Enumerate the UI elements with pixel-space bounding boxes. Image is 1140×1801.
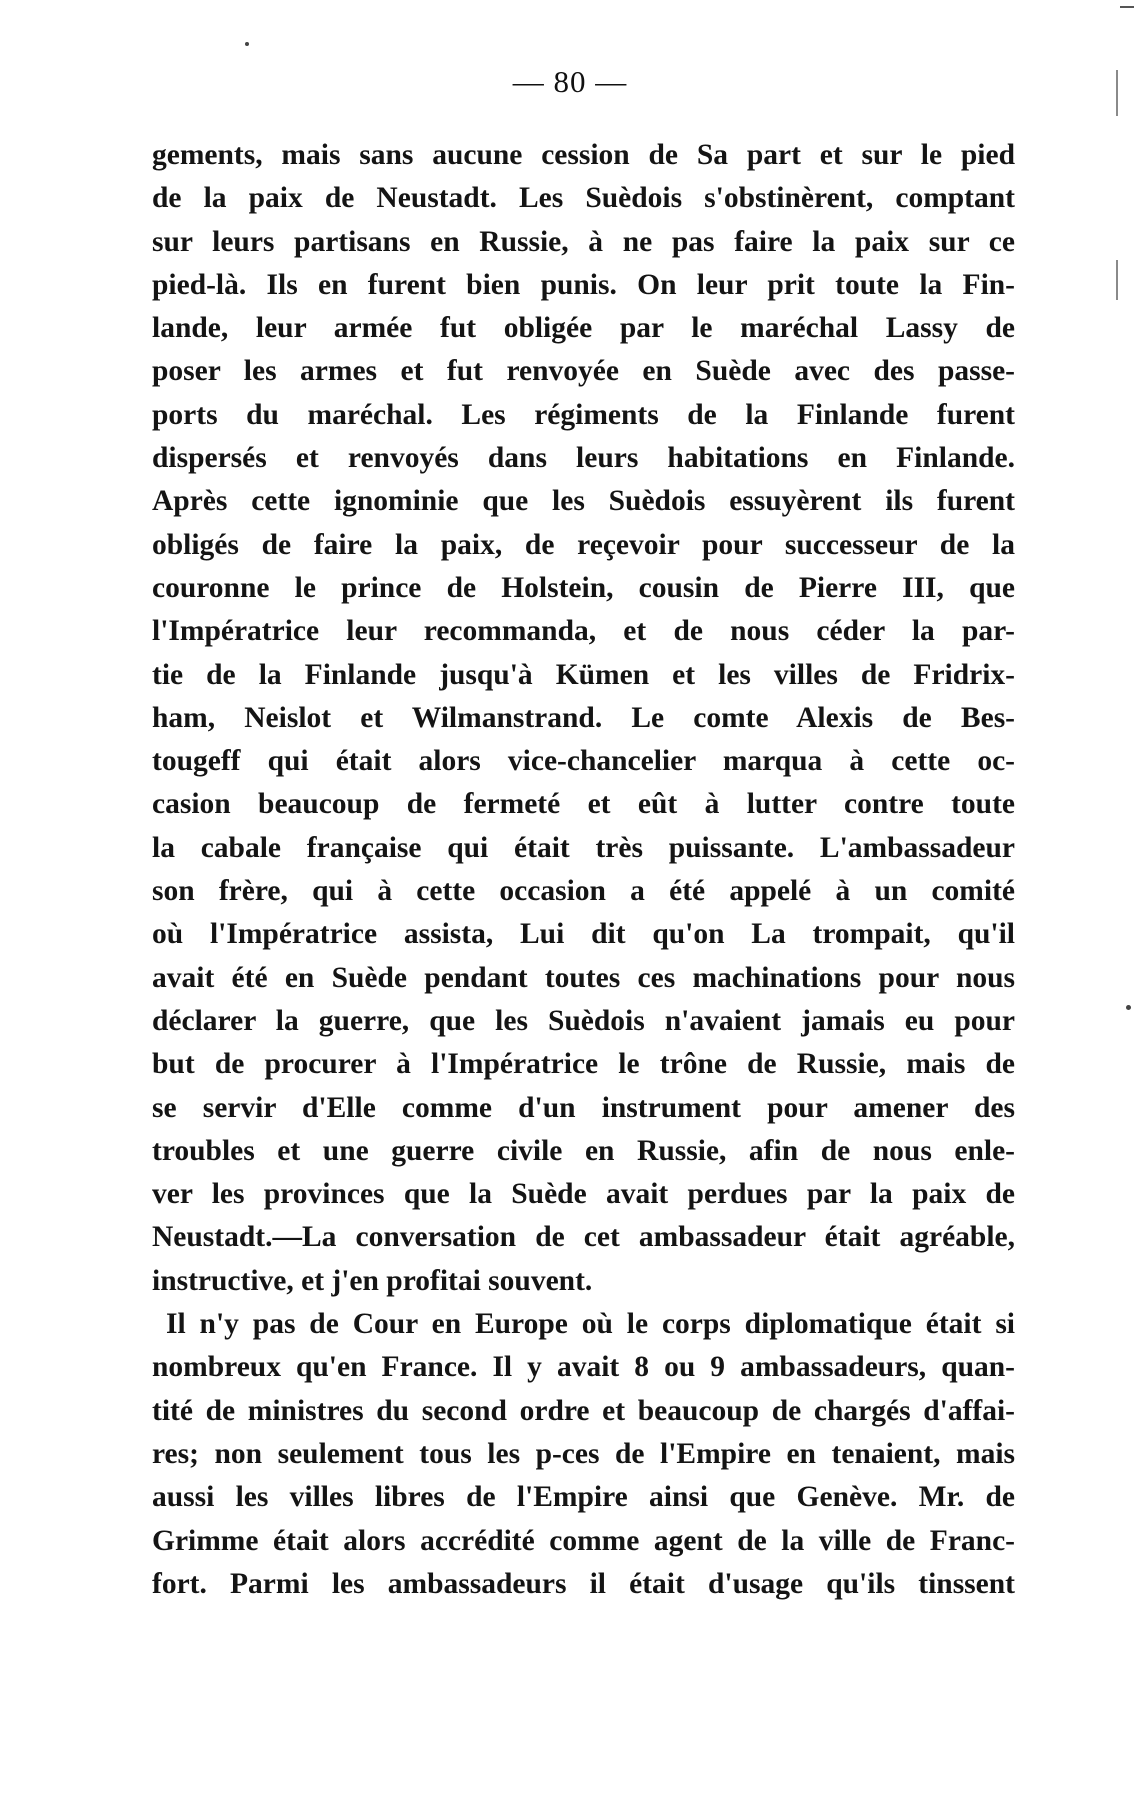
text-line: dispersés et renvoyés dans leurs habitations en Finlande. — [152, 442, 1015, 475]
text-line: tie de la Finlande jusqu'à Kümen et les villes de Fridrix- — [152, 658, 1015, 691]
text-line: de la paix de Neustadt. Les Suèdois s'obstinèrent, comptant — [152, 182, 1015, 215]
text-line: nombreux qu'en France. Il y avait 8 ou 9 ambassadeurs, quan- — [152, 1351, 1015, 1384]
text-line: Après cette ignominie que les Suèdois essuyèrent ils furent — [152, 485, 1015, 518]
text-line: ver les provinces que la Suède avait perdues par la paix de — [152, 1178, 1015, 1211]
text-line: fort. Parmi les ambassadeurs il était d'usage qu'ils tinssent — [152, 1567, 1015, 1600]
page-number: — 80 — — [512, 64, 628, 99]
text-line: but de procurer à l'Impératrice le trône de Russie, mais de — [152, 1048, 1015, 1081]
text-line: déclarer la guerre, que les Suèdois n'avaient jamais eu pour — [152, 1004, 1015, 1037]
text-line: Grimme était alors accrédité comme agent de la ville de Franc- — [152, 1524, 1015, 1557]
text-line: sur leurs partisans en Russie, à ne pas faire la paix sur ce — [152, 225, 1015, 258]
text-line: couronne le prince de Holstein, cousin de Pierre III, que — [152, 571, 1015, 604]
text-line: Neustadt.—La conversation de cet ambassadeur était agréable, — [152, 1221, 1015, 1254]
text-line: ports du maréchal. Les régiments de la Finlande furent — [152, 398, 1015, 431]
scan-speck — [245, 42, 249, 46]
text-line: troubles et une guerre civile en Russie, afin de nous enle- — [152, 1134, 1015, 1167]
text-line: son frère, qui à cette occasion a été appelé à un comité — [152, 875, 1015, 908]
text-line: obligés de faire la paix, de reçevoir pour successeur de la — [152, 528, 1015, 561]
text-line: la cabale française qui était très puissante. L'ambassadeur — [152, 831, 1015, 864]
text-line: tougeff qui était alors vice-chancelier marqua à cette oc- — [152, 745, 1015, 778]
scan-edge-line — [1116, 260, 1118, 300]
text-line: se servir d'Elle comme d'un instrument pour amener des — [152, 1091, 1015, 1124]
text-line: où l'Impératrice assista, Lui dit qu'on La trompait, qu'il — [152, 918, 1015, 951]
text-line: poser les armes et fut renvoyée en Suède avec des passe- — [152, 355, 1015, 388]
text-line: gements, mais sans aucune cession de Sa part et sur le pied — [152, 139, 1015, 171]
text-line: tité de ministres du second ordre et beaucoup de chargés d'affai- — [152, 1394, 1015, 1427]
text-line: Il n'y pas de Cour en Europe où le corps diplomatique était si — [166, 1308, 1015, 1341]
text-line: ham, Neislot et Wilmanstrand. Le comte Alexis de Bes- — [152, 701, 1015, 734]
text-line: instructive, et j'en profitai souvent. — [152, 1264, 593, 1297]
text-line: aussi les villes libres de l'Empire ainsi que Genève. Mr. de — [152, 1481, 1015, 1514]
body-text — [152, 134, 1015, 1606]
scan-edge-mark — [1120, 6, 1134, 8]
scan-speck — [1126, 1005, 1131, 1010]
text-line: pied-là. Ils en furent bien punis. On leur prit toute la Fin- — [152, 268, 1015, 301]
text-line: lande, leur armée fut obligée par le maréchal Lassy de — [152, 312, 1015, 345]
text-line: l'Impératrice leur recommanda, et de nous céder la par- — [152, 615, 1015, 648]
text-line: avait été en Suède pendant toutes ces machinations pour nous — [152, 961, 1015, 994]
text-line: res; non seulement tous les p-ces de l'Empire en tenaient, mais — [152, 1437, 1015, 1470]
text-line: casion beaucoup de fermeté et eût à lutter contre toute — [152, 788, 1015, 821]
